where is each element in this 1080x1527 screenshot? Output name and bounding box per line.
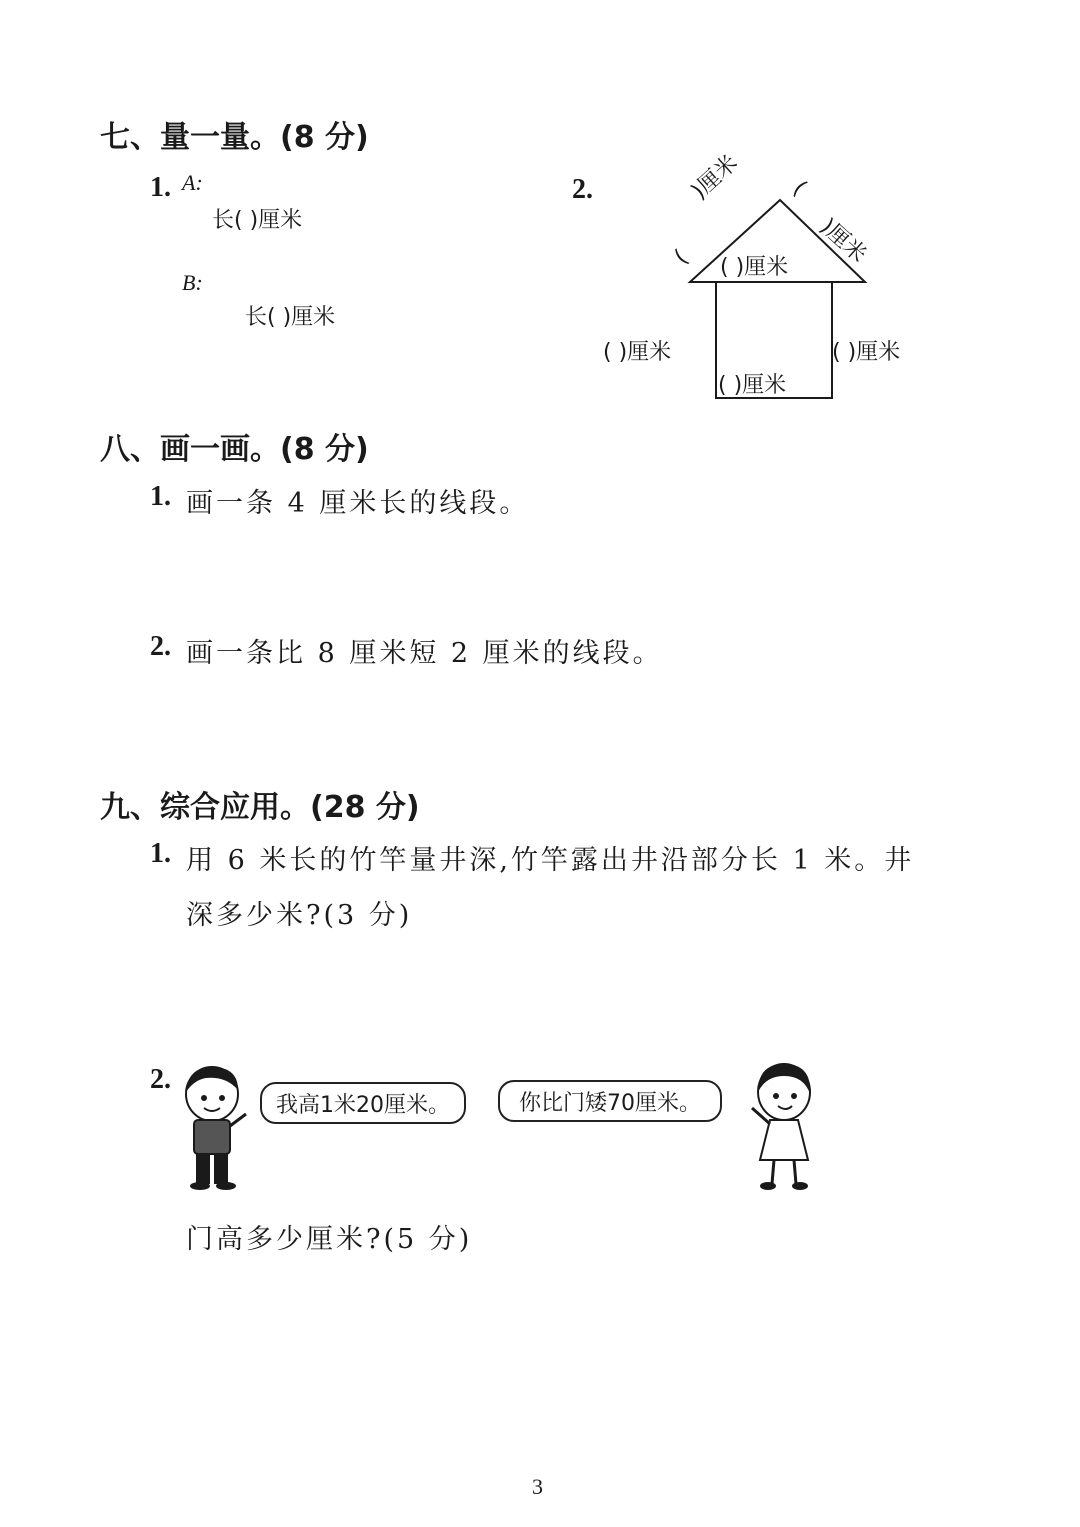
question-text: 用 6 米长的竹竿量井深,竹竿露出井沿部分长 1 米。井 — [186, 845, 915, 876]
question-number: 2. — [572, 174, 593, 205]
answer-a: 长( )厘米 — [212, 208, 303, 233]
label-a: A: — [182, 170, 203, 195]
girl-speech-bubble: 你比门矮70厘米。 — [498, 1080, 722, 1122]
girl-illustration — [736, 1058, 826, 1194]
roof-right-label: )厘米 — [815, 214, 871, 268]
boy-illustration — [176, 1062, 266, 1192]
answer-b: 长( )厘米 — [245, 305, 336, 330]
question-number: 1. — [150, 172, 171, 203]
question-number: 1. — [150, 481, 171, 512]
section-8-heading: 八、画一画。(8 分) — [100, 432, 369, 467]
question-text: 画一条比 8 厘米短 2 厘米的线段。 — [186, 638, 663, 669]
page-number: 3 — [532, 1474, 543, 1499]
question-number: 2. — [150, 1064, 171, 1095]
wall-bottom-label: ( )厘米 — [718, 373, 787, 398]
label-b: B: — [182, 270, 203, 295]
question-text: 深多少米?(3 分) — [186, 900, 413, 931]
question-text: 门高多少厘米?(5 分) — [186, 1224, 473, 1255]
roof-right-paren: ( — [787, 176, 811, 201]
question-number: 2. — [150, 631, 171, 662]
wall-left-label: ( )厘米 — [603, 340, 672, 365]
question-text: 画一条 4 厘米长的线段。 — [186, 488, 530, 519]
roof-left-paren: ( — [669, 245, 693, 270]
roof-base-label: ( )厘米 — [720, 255, 789, 280]
question-number: 1. — [150, 838, 171, 869]
boy-speech-bubble: 我高1米20厘米。 — [260, 1082, 466, 1124]
section-7-heading: 七、量一量。(8 分) — [100, 120, 369, 155]
wall-right-label: ( )厘米 — [832, 340, 901, 365]
roof-left-label: )厘米 — [686, 150, 743, 205]
section-9-heading: 九、综合应用。(28 分) — [100, 790, 420, 825]
